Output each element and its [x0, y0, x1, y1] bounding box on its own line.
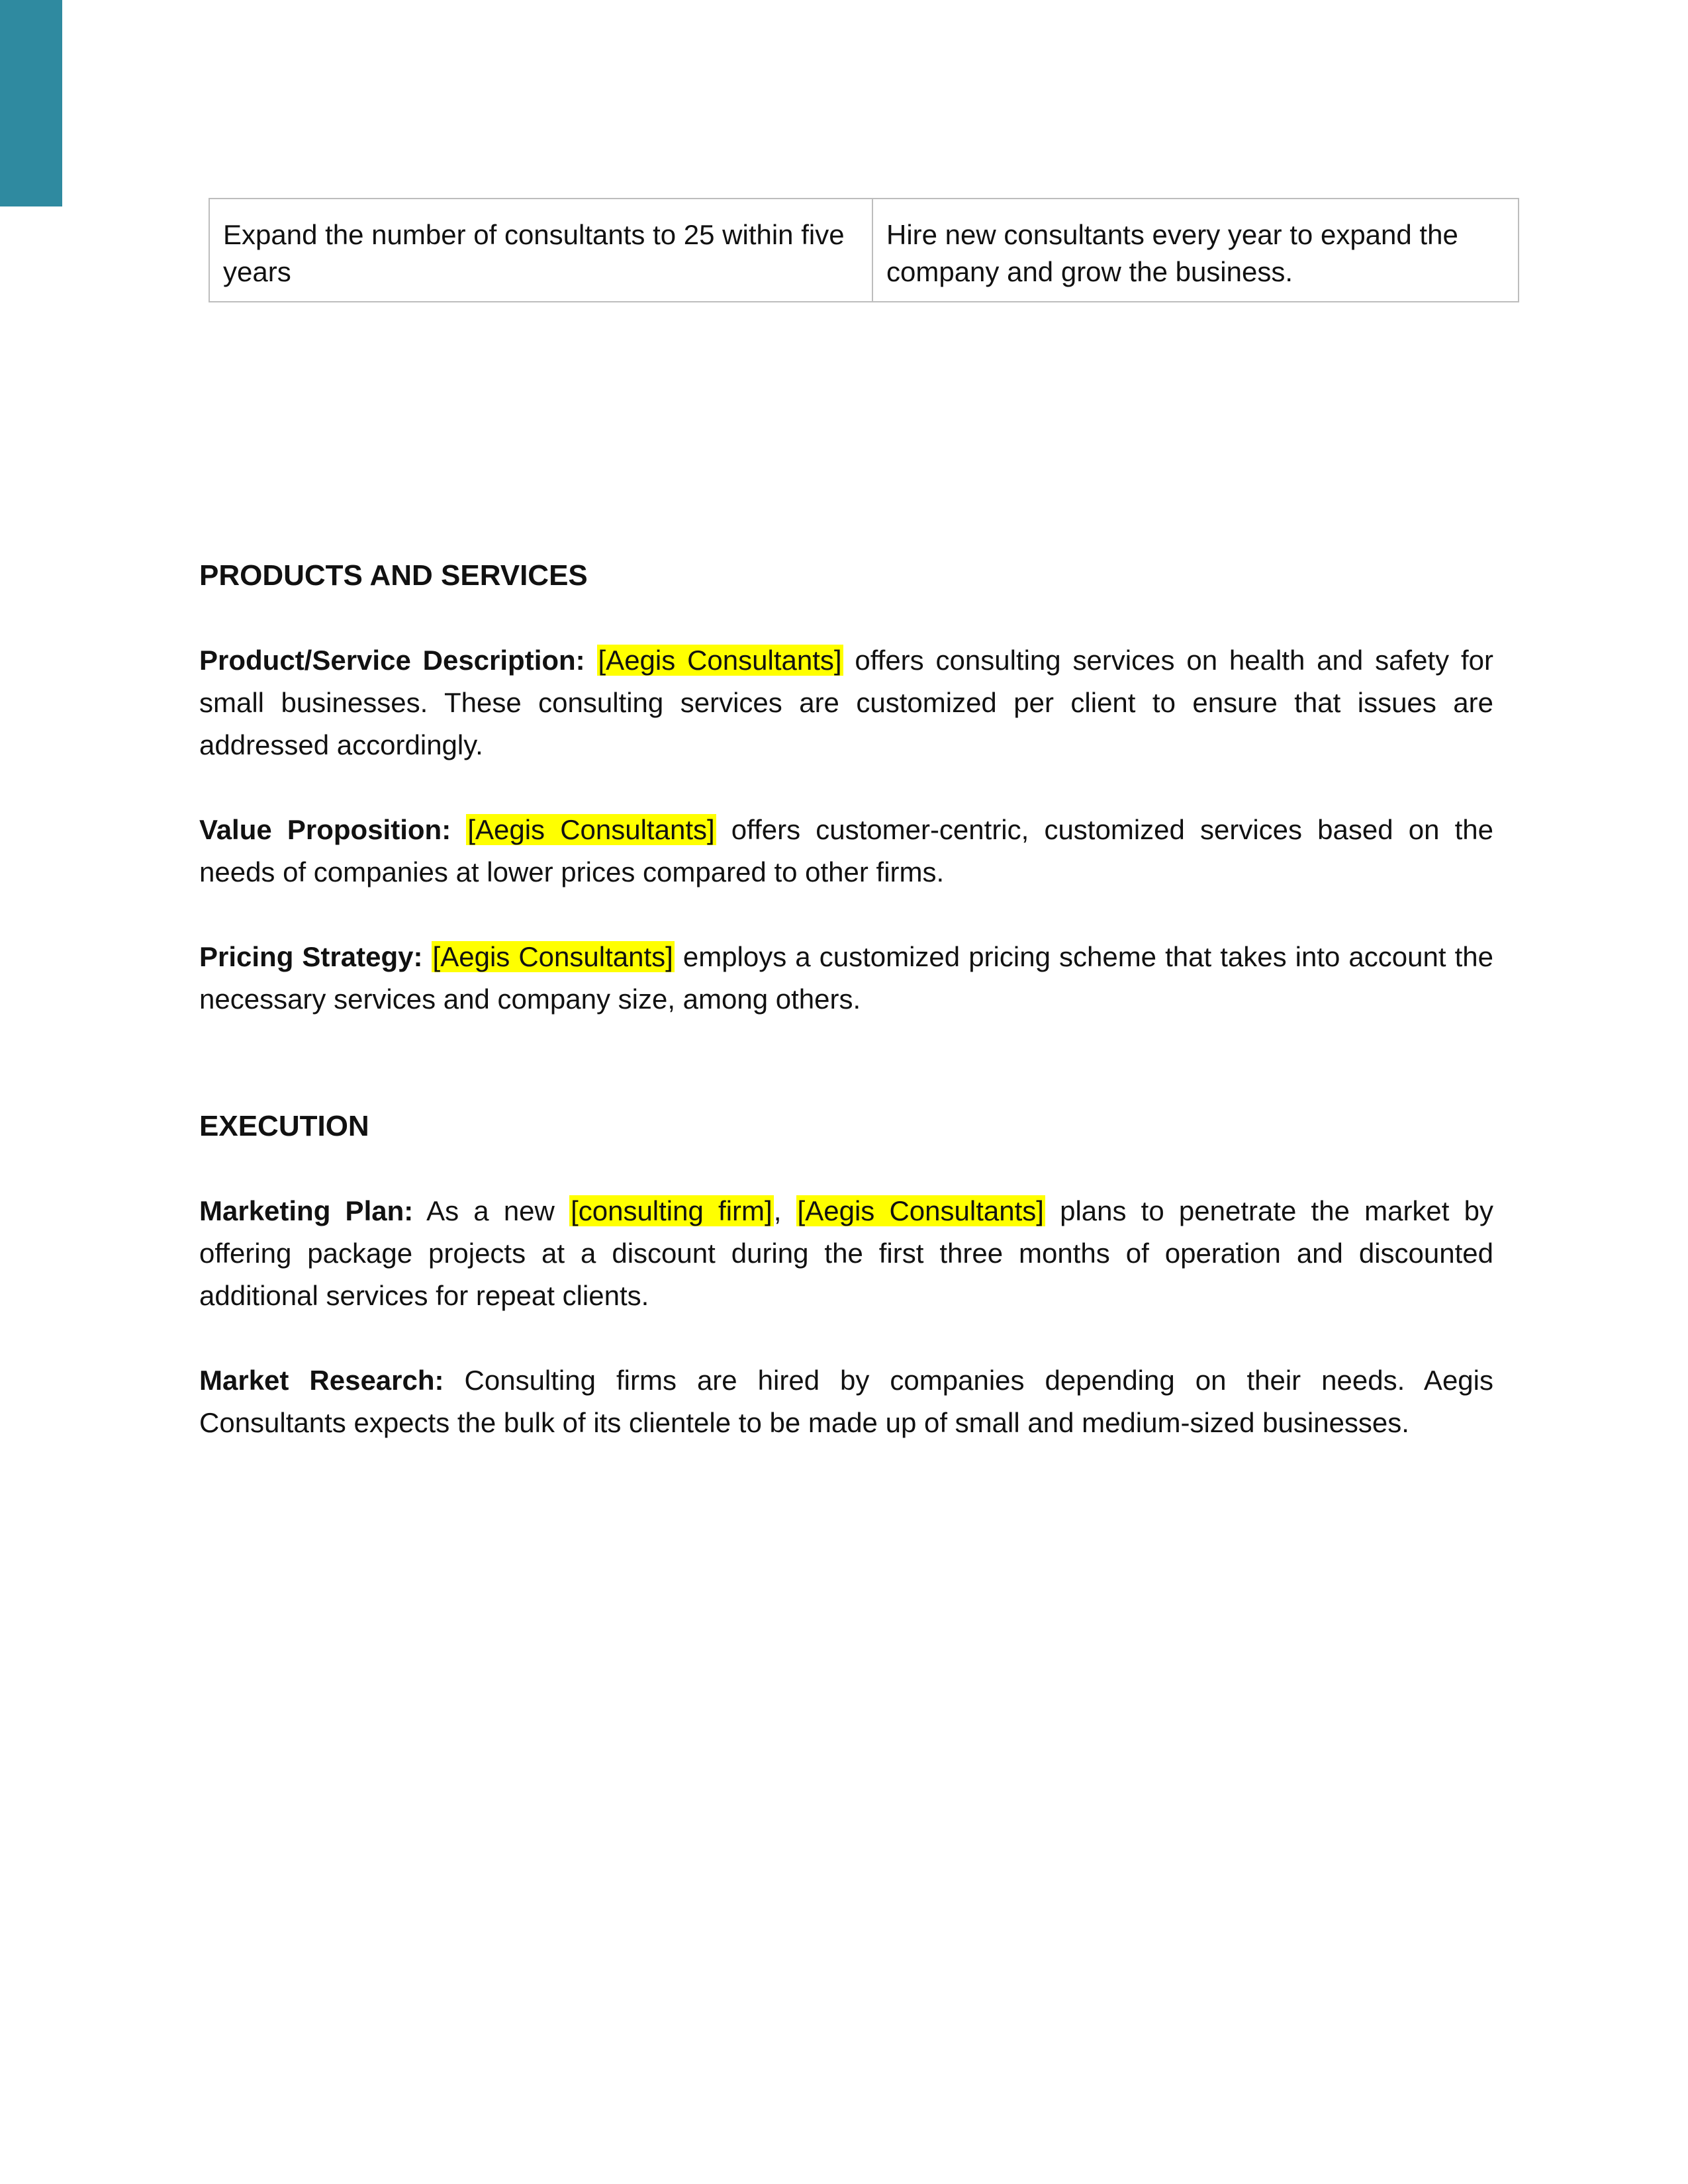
market-research-text: Consulting firms are hired by companies depending on their needs. Aegis Consultants expects the bulk of its clientele to be made up of small and medium-sized businesses.: [199, 1365, 1493, 1438]
marketing-plan-paragraph: [199, 1190, 1493, 1317]
value-proposition-label: Value Proposition:: [199, 814, 451, 845]
market-research-label: Market Research:: [199, 1365, 444, 1396]
product-description-text: offers consulting services on health and safety for small businesses. These consulting services are customized per client to ensure that issues are addressed accordingly.: [199, 645, 1493, 760]
pricing-strategy-paragraph: [199, 936, 1493, 1021]
execution-heading: EXECUTION: [199, 1110, 369, 1142]
marketing-plan-text-a: As a new: [413, 1195, 570, 1226]
goal-cell: Expand the number of consultants to 25 within five years: [209, 199, 872, 302]
section-gap: [199, 1063, 1493, 1107]
products-services-heading: PRODUCTS AND SERVICES: [199, 559, 588, 592]
table-row: [209, 199, 1519, 302]
goals-table: [209, 198, 1519, 302]
marketing-plan-separator: ,: [773, 1195, 796, 1226]
product-description-label: Product/Service Description:: [199, 645, 585, 676]
company-name-highlight: [Aegis Consultants]: [598, 645, 842, 676]
pricing-strategy-label: Pricing Strategy:: [199, 941, 423, 972]
pricing-strategy-text: employs a customized pricing scheme that takes into account the necessary services and company size, among others.: [199, 941, 1493, 1015]
marketing-plan-text-b: plans to penetrate the market by offering package projects at a discount during the first three months of operation and discounted additional services for repeat clients.: [199, 1195, 1493, 1311]
marketing-plan-label: Marketing Plan:: [199, 1195, 414, 1226]
firm-type-highlight: [consulting firm]: [571, 1195, 773, 1226]
product-description-paragraph: [199, 639, 1493, 766]
action-cell: Hire new consultants every year to expand the company and grow the business.: [872, 199, 1519, 302]
company-name-highlight: [Aegis Consultants]: [467, 814, 715, 845]
company-name-highlight: [Aegis Consultants]: [432, 941, 673, 972]
value-proposition-text: offers customer-centric, customized services based on the needs of companies at lower prices compared to other firms.: [199, 814, 1493, 887]
corner-accent-tab: [0, 0, 62, 206]
value-proposition-paragraph: [199, 809, 1493, 893]
company-name-highlight: [Aegis Consultants]: [797, 1195, 1044, 1226]
market-research-paragraph: [199, 1359, 1493, 1444]
document-body: [199, 556, 1493, 1486]
